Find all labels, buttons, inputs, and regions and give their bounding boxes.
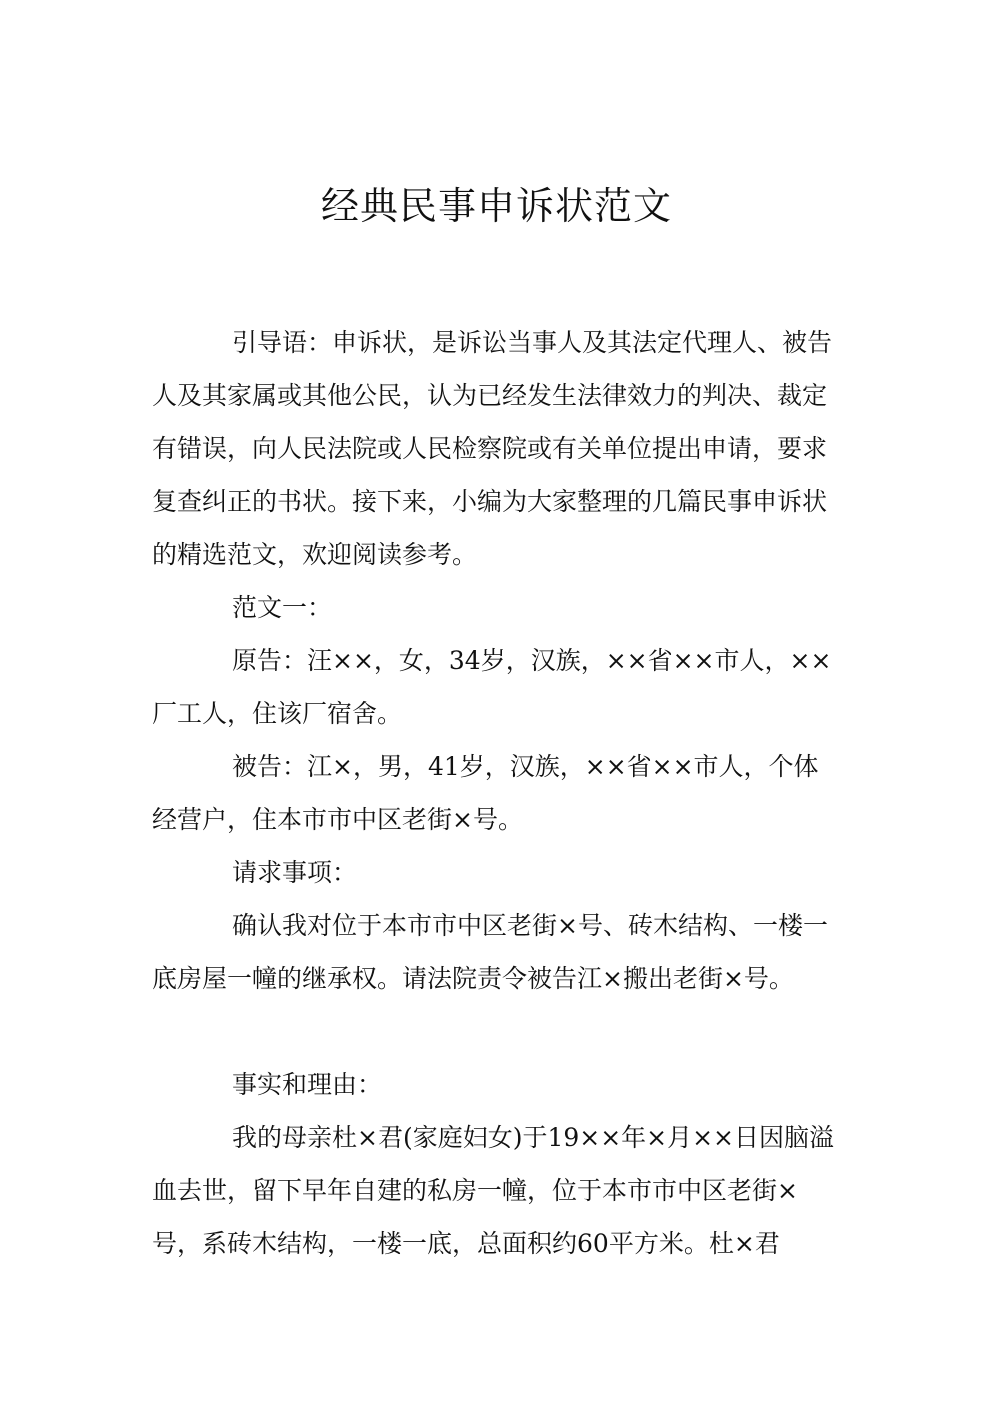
claims-line-1: 确认我对位于本市市中区老街×号、砖木结构、一楼 (232, 911, 803, 940)
claims-heading-text: 请求事项： (232, 858, 358, 887)
facts-line-1: 我的母亲杜×君(家庭妇女)于19××年×月××日因脑溢 (232, 1123, 835, 1152)
intro-line-3: 决、裁定有错误，向人民法院或人民检察院或有关单位提 (152, 381, 828, 463)
intro-line-4: 出申请，要求复查纠正的书状。接下来，小编为大家整理 (152, 434, 828, 516)
plaintiff-line-2: 工人，住该厂宿舍。 (177, 699, 403, 728)
plaintiff-paragraph (152, 634, 842, 740)
facts-paragraph (152, 1111, 842, 1270)
intro-paragraph (152, 316, 842, 581)
facts-heading (152, 1058, 842, 1111)
claims-paragraph (152, 899, 842, 1005)
defendant-line-1: 被告：江×，男，41岁，汉族，××省××市人，个体 (232, 752, 819, 781)
defendant-paragraph (152, 740, 842, 846)
facts-line-2: 血去世，留下早年自建的私房一幢，位于本市市中区老街× (152, 1176, 798, 1205)
claims-heading (152, 846, 842, 899)
plaintiff-line-1: 原告：汪××，女，34岁，汉族，××省××市人，××厂 (152, 646, 832, 728)
document-title: 经典民事申诉状范文 (320, 184, 672, 228)
sample-one-heading-text: 范文一： (232, 593, 333, 622)
defendant-line-2: 经营户，住本市市中区老街×号。 (152, 805, 523, 834)
intro-line-2: 被告人及其家属或其他公民，认为已经发生法律效力的判 (152, 328, 833, 410)
sample-one-heading (152, 581, 842, 634)
paragraph-spacer (152, 1005, 842, 1058)
intro-line-1: 引导语：申诉状，是诉讼当事人及其法定代理人、 (232, 328, 783, 357)
facts-line-3: 号，系砖木结构，一楼一底，总面积约60平方米。杜×君 (152, 1229, 780, 1258)
facts-heading-text: 事实和理由： (232, 1070, 383, 1099)
document-body (152, 316, 842, 1270)
claims-line-2: 一底房屋一幢的继承权。请法院责令被告江×搬出老街×号。 (152, 911, 828, 993)
intro-line-5: 的几篇民事申诉状的精选范文，欢迎阅读参考。 (152, 487, 828, 569)
